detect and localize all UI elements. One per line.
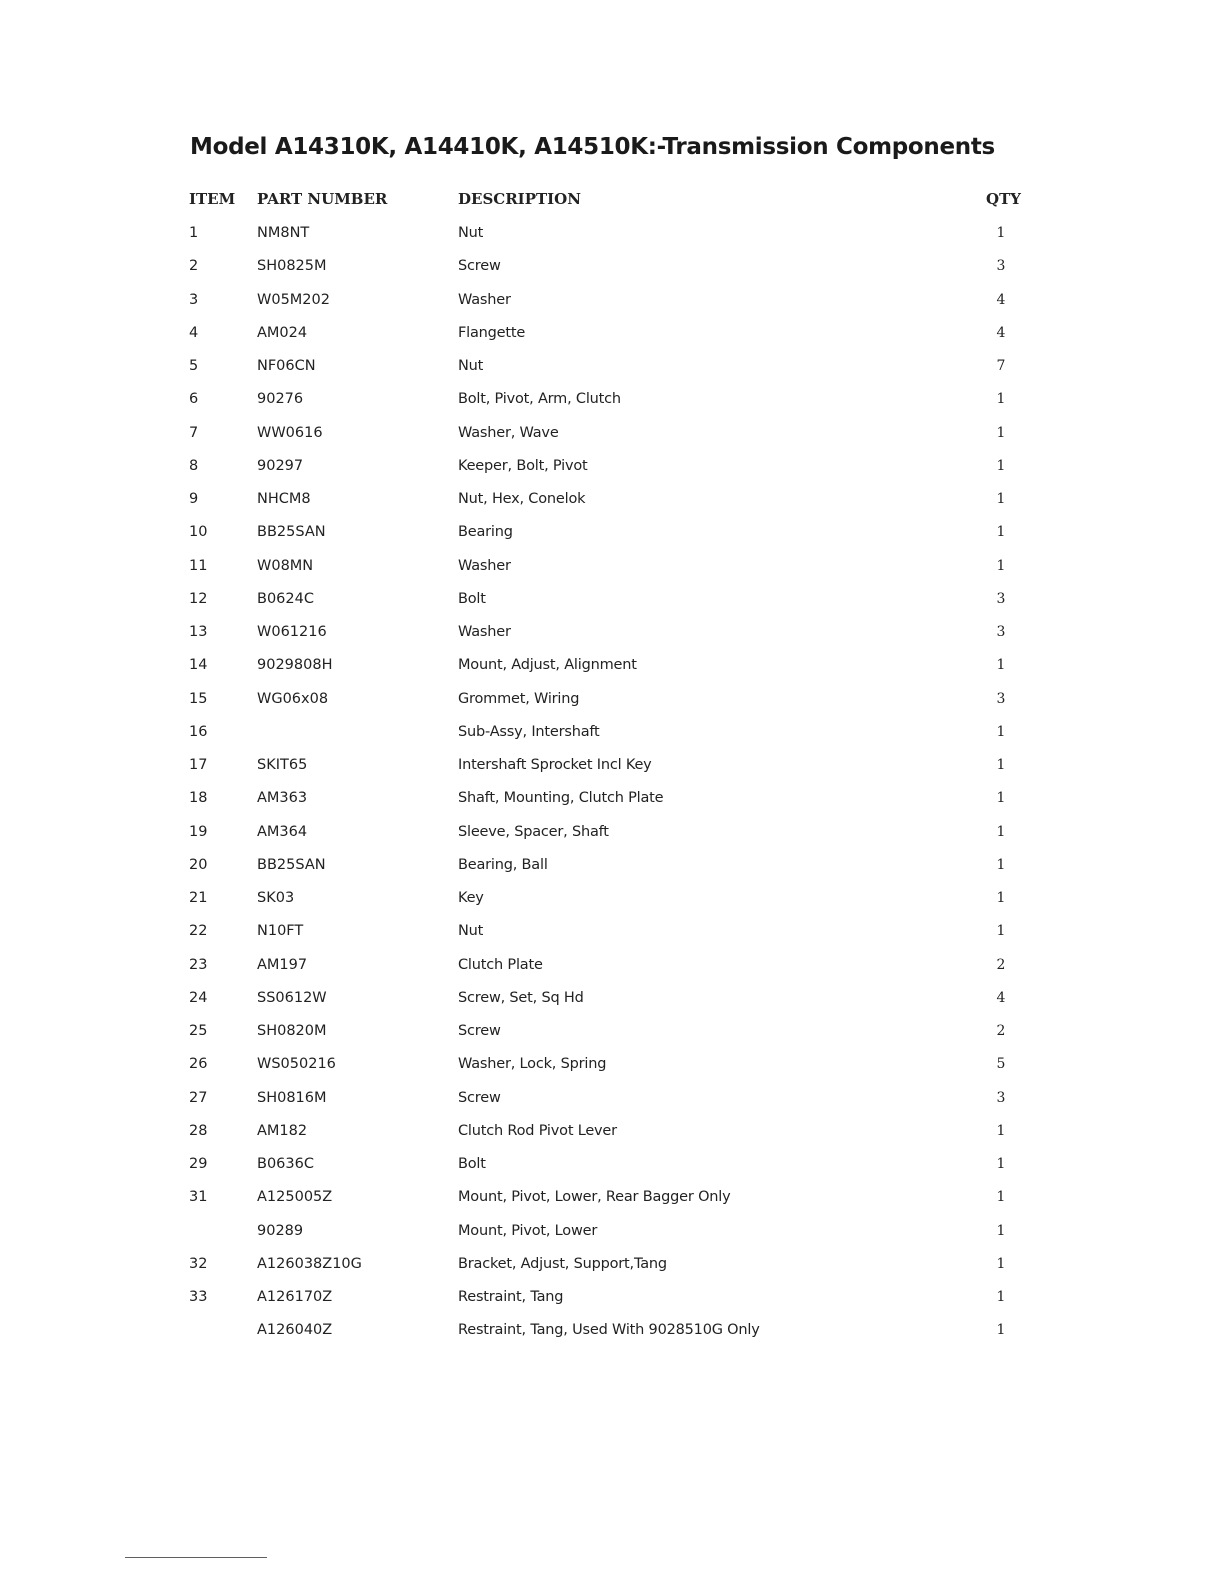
footer-rule [125, 1557, 267, 1558]
item-number: 7 [189, 424, 199, 441]
description: Clutch Plate [458, 956, 543, 973]
quantity: 1 [996, 1222, 1006, 1239]
item-number: 2 [189, 258, 199, 275]
description: Mount, Pivot, Lower [458, 1222, 598, 1239]
quantity: 1 [996, 1322, 1006, 1339]
quantity: 1 [996, 856, 1006, 873]
table-row [0, 1186, 1224, 1219]
part-number: AM364 [257, 823, 308, 840]
part-number: A126040Z [257, 1322, 333, 1339]
part-number: SH0825M [257, 258, 327, 275]
description: Nut [458, 923, 484, 940]
quantity: 3 [996, 1089, 1006, 1106]
item-number: 27 [189, 1089, 208, 1106]
table-row [0, 422, 1224, 455]
part-number: SK03 [257, 890, 295, 906]
quantity: 1 [996, 657, 1006, 674]
page-title: Model A14310K, A14410K, A14510K:-Transmission Components [190, 134, 995, 160]
table-row [0, 654, 1224, 687]
quantity: 1 [996, 923, 1006, 940]
item-number: 20 [189, 856, 208, 873]
quantity: 4 [996, 291, 1006, 308]
table-header [0, 188, 1224, 212]
table-row [0, 721, 1224, 754]
table-row [0, 688, 1224, 721]
header-item: ITEM [189, 190, 236, 208]
description: Mount, Pivot, Lower, Rear Bagger Only [458, 1189, 731, 1206]
table-row [0, 954, 1224, 987]
description: Sub-Assy, Intershaft [458, 723, 600, 740]
table-row [0, 987, 1224, 1020]
item-number: 5 [189, 358, 199, 374]
description: Screw [458, 1089, 501, 1106]
table-row [0, 1253, 1224, 1286]
description: Intershaft Sprocket Incl Key [458, 757, 652, 773]
description: Washer, Lock, Spring [458, 1056, 607, 1073]
item-number: 24 [189, 989, 208, 1006]
table-row [0, 322, 1224, 355]
table-row [0, 1153, 1224, 1186]
quantity: 3 [996, 690, 1006, 707]
quantity: 4 [996, 324, 1006, 341]
part-number: AM182 [257, 1122, 308, 1139]
item-number: 22 [189, 923, 208, 940]
item-number: 25 [189, 1023, 208, 1039]
description: Bolt [458, 590, 486, 607]
part-number: NM8NT [257, 225, 310, 241]
item-number: 12 [189, 590, 208, 607]
description: Restraint, Tang [458, 1289, 564, 1305]
item-number: 1 [189, 225, 199, 241]
table-row [0, 787, 1224, 820]
table-row [0, 1020, 1224, 1053]
quantity: 1 [996, 757, 1006, 773]
part-number: 9029808H [257, 657, 333, 674]
table-row [0, 821, 1224, 854]
item-number: 10 [189, 524, 208, 541]
header-qty: QTY [986, 190, 1021, 208]
quantity: 1 [996, 391, 1006, 408]
quantity: 1 [996, 723, 1006, 740]
table-row [0, 255, 1224, 288]
table-row [0, 1319, 1224, 1352]
item-number: 9 [189, 491, 199, 507]
description: Bearing, Ball [458, 856, 548, 873]
description: Nut [458, 225, 484, 241]
item-number: 4 [189, 324, 199, 341]
quantity: 3 [996, 258, 1006, 275]
quantity: 1 [996, 1289, 1006, 1305]
table-row [0, 388, 1224, 421]
table-row [0, 920, 1224, 953]
part-number: A126170Z [257, 1289, 333, 1305]
quantity: 4 [996, 989, 1006, 1006]
part-number: AM024 [257, 324, 308, 341]
table-row [0, 887, 1224, 920]
quantity: 1 [996, 491, 1006, 507]
item-number: 15 [189, 690, 208, 707]
item-number: 14 [189, 657, 208, 674]
description: Washer [458, 291, 511, 308]
item-number: 8 [189, 457, 199, 474]
header-description: DESCRIPTION [458, 190, 581, 208]
table-row [0, 555, 1224, 588]
item-number: 32 [189, 1255, 208, 1272]
item-number: 17 [189, 757, 208, 773]
table-row [0, 355, 1224, 388]
description: Screw [458, 1023, 501, 1039]
part-number: A126038Z10G [257, 1255, 362, 1272]
item-number: 19 [189, 823, 208, 840]
part-number: WW0616 [257, 424, 323, 441]
part-number: WS050216 [257, 1056, 336, 1073]
table-row [0, 289, 1224, 322]
item-number: 28 [189, 1122, 208, 1139]
item-number: 31 [189, 1189, 208, 1206]
item-number: 18 [189, 790, 208, 807]
description: Nut, Hex, Conelok [458, 491, 586, 507]
quantity: 1 [996, 1189, 1006, 1206]
part-number: B0636C [257, 1156, 314, 1172]
quantity: 2 [996, 1023, 1006, 1039]
description: Screw, Set, Sq Hd [458, 989, 584, 1006]
quantity: 1 [996, 1156, 1006, 1172]
item-number: 26 [189, 1056, 208, 1073]
description: Sleeve, Spacer, Shaft [458, 823, 609, 840]
part-number: SKIT65 [257, 757, 308, 773]
table-row [0, 222, 1224, 255]
part-number: SH0820M [257, 1023, 327, 1039]
quantity: 1 [996, 790, 1006, 807]
quantity: 3 [996, 624, 1006, 640]
part-number: A125005Z [257, 1189, 333, 1206]
description: Flangette [458, 324, 526, 341]
part-number: N10FT [257, 923, 304, 940]
quantity: 1 [996, 424, 1006, 441]
table-row [0, 1053, 1224, 1086]
part-number: NF06CN [257, 358, 316, 374]
description: Restraint, Tang, Used With 9028510G Only [458, 1322, 760, 1339]
part-number: AM363 [257, 790, 308, 807]
item-number: 13 [189, 624, 208, 640]
item-number: 3 [189, 291, 199, 308]
quantity: 1 [996, 890, 1006, 906]
description: Grommet, Wiring [458, 690, 580, 707]
item-number: 6 [189, 391, 199, 408]
table-row [0, 1286, 1224, 1319]
quantity: 1 [996, 823, 1006, 840]
quantity: 7 [996, 358, 1006, 374]
part-number: 90276 [257, 391, 304, 408]
item-number: 21 [189, 890, 208, 906]
item-number: 16 [189, 723, 208, 740]
description: Clutch Rod Pivot Lever [458, 1122, 617, 1139]
part-number: BB25SAN [257, 524, 326, 541]
item-number: 11 [189, 557, 208, 574]
table-row [0, 588, 1224, 621]
parts-table-body [0, 222, 1224, 1353]
description: Screw [458, 258, 501, 275]
table-row [0, 854, 1224, 887]
part-number: B0624C [257, 590, 314, 607]
description: Bolt, Pivot, Arm, Clutch [458, 391, 621, 408]
item-number: 23 [189, 956, 208, 973]
part-number: WG06x08 [257, 690, 329, 707]
part-number: W05M202 [257, 291, 330, 308]
quantity: 1 [996, 1255, 1006, 1272]
part-number: W061216 [257, 624, 327, 640]
quantity: 1 [996, 1122, 1006, 1139]
part-number: SH0816M [257, 1089, 327, 1106]
quantity: 3 [996, 590, 1006, 607]
part-number: 90289 [257, 1222, 304, 1239]
description: Shaft, Mounting, Clutch Plate [458, 790, 664, 807]
table-row [0, 1220, 1224, 1253]
description: Bearing [458, 524, 513, 541]
description: Washer, Wave [458, 424, 559, 441]
table-row [0, 488, 1224, 521]
table-row [0, 621, 1224, 654]
table-row [0, 1120, 1224, 1153]
description: Bolt [458, 1156, 486, 1172]
description: Nut [458, 358, 484, 374]
header-part-number: PART NUMBER [257, 190, 388, 208]
item-number: 29 [189, 1156, 208, 1172]
table-row [0, 521, 1224, 554]
quantity: 1 [996, 225, 1006, 241]
quantity: 1 [996, 524, 1006, 541]
item-number: 33 [189, 1289, 208, 1305]
quantity: 5 [996, 1056, 1006, 1073]
table-row [0, 754, 1224, 787]
part-number: 90297 [257, 457, 304, 474]
table-row [0, 1087, 1224, 1120]
description: Keeper, Bolt, Pivot [458, 457, 588, 474]
description: Bracket, Adjust, Support,Tang [458, 1255, 667, 1272]
part-number: NHCM8 [257, 491, 311, 507]
description: Key [458, 890, 484, 906]
description: Washer [458, 624, 511, 640]
part-number: SS0612W [257, 989, 327, 1006]
quantity: 1 [996, 557, 1006, 574]
description: Mount, Adjust, Alignment [458, 657, 637, 674]
quantity: 1 [996, 457, 1006, 474]
description: Washer [458, 557, 511, 574]
part-number: BB25SAN [257, 856, 326, 873]
part-number: AM197 [257, 956, 308, 973]
part-number: W08MN [257, 557, 314, 574]
table-row [0, 455, 1224, 488]
quantity: 2 [996, 956, 1006, 973]
